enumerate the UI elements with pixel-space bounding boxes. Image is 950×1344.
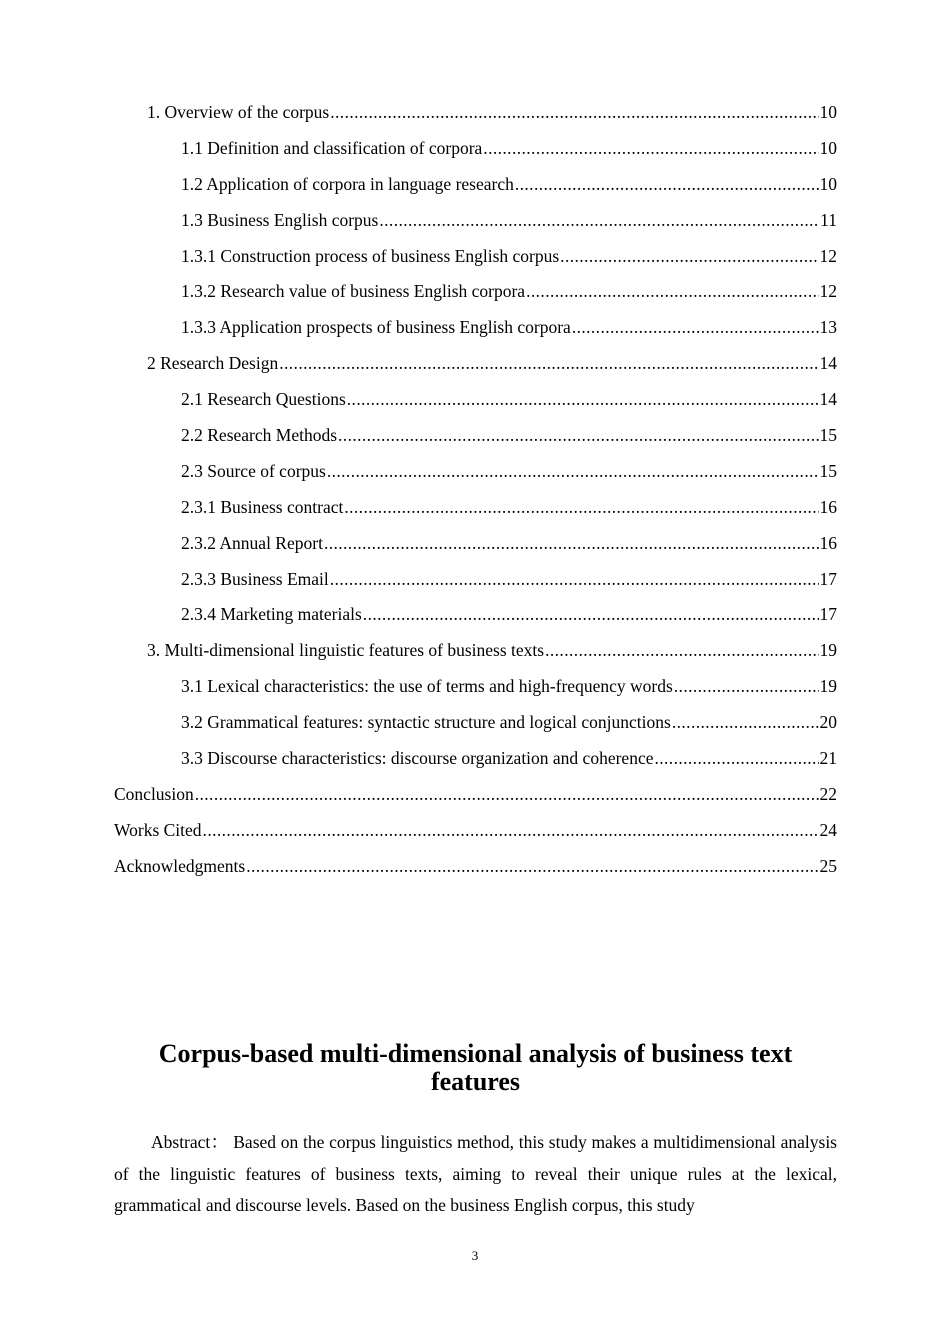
toc-dot-leader bbox=[560, 242, 818, 270]
toc-dot-leader bbox=[515, 170, 819, 198]
toc-entry-page: 12 bbox=[819, 245, 837, 266]
toc-entry[interactable] bbox=[114, 242, 837, 278]
toc-dot-leader bbox=[203, 816, 819, 844]
toc-entry-title: 2.3.4 Marketing materials bbox=[181, 604, 362, 625]
toc-entry-title: 1. Overview of the corpus bbox=[147, 102, 330, 122]
toc-dot-leader bbox=[347, 385, 819, 413]
toc-entry-title: 1.2 Application of corpora in language research bbox=[181, 173, 514, 194]
toc-dot-leader bbox=[195, 780, 819, 808]
toc-entry-page: 12 bbox=[819, 281, 837, 302]
toc-entry-page: 20 bbox=[819, 712, 837, 733]
toc-dot-leader bbox=[246, 852, 818, 880]
toc-entry[interactable] bbox=[114, 780, 837, 816]
toc-entry[interactable] bbox=[114, 493, 837, 529]
toc-entry[interactable] bbox=[114, 421, 837, 457]
toc-entry-title: 2.2 Research Methods bbox=[181, 425, 338, 446]
toc-entry-page: 11 bbox=[820, 209, 837, 230]
toc-entry-page: 22 bbox=[819, 783, 837, 804]
toc-entry-page: 10 bbox=[819, 173, 837, 194]
toc-dot-leader bbox=[279, 349, 818, 377]
toc-entry-title: 3. Multi-dimensional linguistic features of business texts bbox=[147, 640, 545, 661]
toc-entry[interactable] bbox=[114, 170, 837, 206]
toc-entry-page: 25 bbox=[819, 855, 837, 876]
toc-dot-leader bbox=[545, 636, 818, 664]
toc-entry[interactable] bbox=[114, 277, 837, 313]
page-number: 3 bbox=[471, 1248, 479, 1263]
toc-entry-page: 13 bbox=[819, 317, 837, 338]
table-of-contents bbox=[114, 98, 837, 888]
toc-entry-title: 1.1 Definition and classification of corpora bbox=[181, 137, 483, 158]
toc-entry[interactable] bbox=[114, 852, 837, 888]
toc-entry[interactable] bbox=[114, 349, 837, 385]
toc-entry-title: Conclusion bbox=[114, 783, 194, 804]
toc-entry[interactable] bbox=[114, 708, 837, 744]
toc-entry[interactable] bbox=[114, 816, 837, 852]
toc-dot-leader bbox=[672, 708, 819, 736]
toc-entry[interactable] bbox=[114, 98, 837, 134]
toc-entry[interactable] bbox=[114, 529, 837, 565]
toc-dot-leader bbox=[674, 672, 819, 700]
toc-entry-title: 2.3 Source of corpus bbox=[181, 460, 326, 481]
toc-entry[interactable] bbox=[114, 600, 837, 636]
toc-entry[interactable] bbox=[114, 134, 837, 170]
toc-dot-leader bbox=[327, 457, 819, 485]
toc-entry-title: 2.1 Research Questions bbox=[181, 389, 346, 410]
toc-entry-page: 14 bbox=[819, 389, 837, 410]
toc-dot-leader bbox=[379, 206, 819, 234]
toc-entry-title: 2.3.1 Business contract bbox=[181, 496, 344, 517]
toc-entry-title: 3.3 Discourse characteristics: discourse organization and coherence bbox=[181, 748, 654, 769]
toc-entry[interactable] bbox=[114, 206, 837, 242]
abstract-label: Abstract： bbox=[151, 1132, 229, 1152]
toc-entry-title: 2.3.2 Annual Report bbox=[181, 532, 323, 553]
toc-dot-leader bbox=[526, 277, 818, 305]
toc-dot-leader bbox=[363, 600, 819, 628]
toc-dot-leader bbox=[330, 565, 819, 593]
toc-entry-title: Acknowledgments bbox=[114, 855, 246, 876]
toc-entry-page: 19 bbox=[819, 640, 837, 661]
toc-entry-page: 24 bbox=[819, 819, 837, 840]
toc-entry-page: 15 bbox=[819, 460, 837, 481]
toc-entry-page: 17 bbox=[819, 604, 837, 625]
abstract-paragraph bbox=[114, 1127, 837, 1222]
toc-entry-page: 16 bbox=[819, 532, 837, 553]
toc-entry-page: 16 bbox=[819, 496, 837, 517]
toc-dot-leader bbox=[338, 421, 818, 449]
toc-entry[interactable] bbox=[114, 457, 837, 493]
abstract-text: Based on the corpus linguistics method, this study makes a multidimensional analysis of the linguistic features of business texts, aiming to reveal their unique rules at the lexical, grammatical and discourse levels. Based on the business English corpus, this study bbox=[114, 1132, 837, 1215]
toc-entry-title: 1.3.3 Application prospects of business English corpora bbox=[181, 317, 571, 338]
toc-entry-title: 3.1 Lexical characteristics: the use of terms and high-frequency words bbox=[181, 676, 673, 697]
document-title: Corpus-based multi-dimensional analysis of business text features bbox=[158, 1039, 793, 1096]
toc-entry[interactable] bbox=[114, 672, 837, 708]
toc-entry-title: Works Cited bbox=[114, 819, 202, 840]
toc-entry-title: 2 Research Design bbox=[147, 353, 279, 374]
toc-entry[interactable] bbox=[114, 744, 837, 780]
toc-entry-page: 10 bbox=[819, 102, 837, 122]
toc-entry-title: 2.3.3 Business Email bbox=[181, 568, 329, 589]
toc-entry[interactable] bbox=[114, 636, 837, 672]
toc-entry[interactable] bbox=[114, 385, 837, 421]
toc-entry-page: 14 bbox=[819, 353, 837, 374]
toc-entry-page: 10 bbox=[819, 137, 837, 158]
toc-entry-title: 1.3 Business English corpus bbox=[181, 209, 379, 230]
toc-entry-title: 1.3.2 Research value of business English corpora bbox=[181, 281, 526, 302]
toc-entry[interactable] bbox=[114, 313, 837, 349]
toc-dot-leader bbox=[344, 493, 818, 521]
toc-dot-leader bbox=[324, 529, 819, 557]
toc-entry-page: 19 bbox=[819, 676, 837, 697]
toc-entry[interactable] bbox=[114, 565, 837, 601]
toc-dot-leader bbox=[572, 313, 819, 341]
toc-entry-page: 21 bbox=[819, 748, 837, 769]
toc-dot-leader bbox=[330, 98, 818, 126]
toc-entry-page: 17 bbox=[819, 568, 837, 589]
toc-entry-page: 15 bbox=[819, 425, 837, 446]
toc-entry-title: 3.2 Grammatical features: syntactic structure and logical conjunctions bbox=[181, 712, 671, 733]
toc-entry-title: 1.3.1 Construction process of business English corpus bbox=[181, 245, 560, 266]
toc-dot-leader bbox=[483, 134, 818, 162]
toc-dot-leader bbox=[654, 744, 818, 772]
